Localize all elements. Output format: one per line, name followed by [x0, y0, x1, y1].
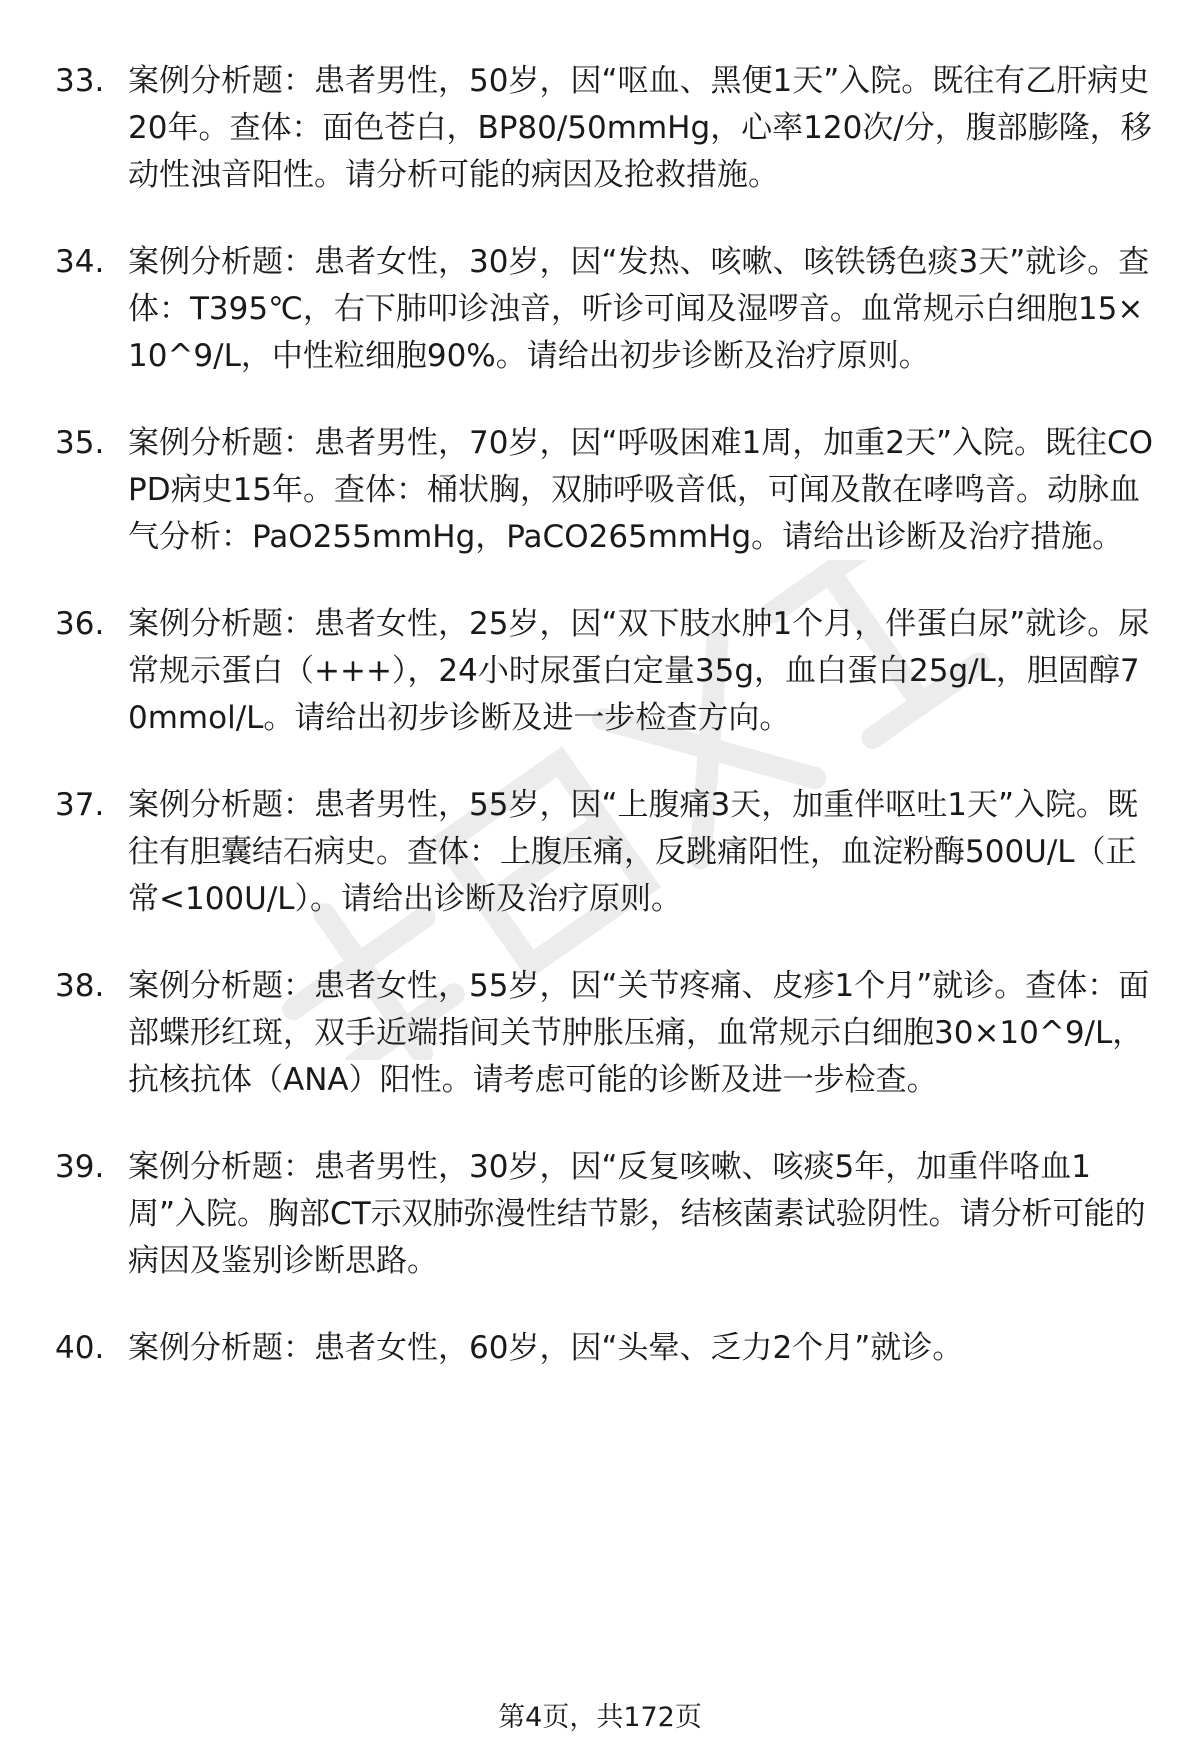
- question-text: 案例分析题：患者女性，60岁，因“头晕、乏力2个月”就诊。: [128, 1330, 964, 1366]
- question-item-40: [0, 1325, 1200, 1405]
- question-list: [0, 58, 1200, 1445]
- question-item-37: [0, 782, 1200, 923]
- question-number: 33.: [55, 63, 105, 99]
- question-text: 案例分析题：患者男性，50岁，因“呕血、黑便1天”入院。既往有乙肝病史20年。查体：面色苍白，BP80/50mmHg，心率120次/分，腹部膨隆，移动性浊音阳性。请分析可能的病因及抢救措施。: [128, 63, 1152, 193]
- question-number: 36.: [55, 606, 105, 642]
- question-item-38: [0, 963, 1200, 1104]
- question-item-36: [0, 601, 1200, 742]
- question-text: 案例分析题：患者女性，25岁，因“双下肢水肿1个月，伴蛋白尿”就诊。尿常规示蛋白（+++），24小时尿蛋白定量35g，血白蛋白25g/L，胆固醇70mmol/L。请给出初步诊断及进一步检查方向。: [128, 606, 1150, 736]
- question-text: 案例分析题：患者男性，30岁，因“反复咳嗽、咳痰5年，加重伴咯血1周”入院。胸部CT示双肺弥漫性结节影，结核菌素试验阴性。请分析可能的病因及鉴别诊断思路。: [128, 1149, 1146, 1279]
- question-text: 案例分析题：患者男性，70岁，因“呼吸困难1周，加重2天”入院。既往COPD病史15年。查体：桶状胸，双肺呼吸音低，可闻及散在哮鸣音。动脉血气分析：PaO255mmHg，PaCO265mmHg。请给出诊断及治疗措施。: [128, 425, 1154, 555]
- question-item-33: [0, 58, 1200, 199]
- question-text: 案例分析题：患者男性，55岁，因“上腹痛3天，加重伴呕吐1天”入院。既往有胆囊结石病史。查体：上腹压痛，反跳痛阳性，血淀粉酶500U/L（正常<100U/L）。请给出诊断及治疗原则。: [128, 787, 1139, 917]
- question-item-35: [0, 420, 1200, 561]
- question-text: 案例分析题：患者女性，55岁，因“关节疼痛、皮疹1个月”就诊。查体：面部蝶形红斑，双手近端指间关节肿胀压痛，血常规示白细胞30×10^9/L，抗核抗体（ANA）阳性。请考虑可能的诊断及进一步检查。: [128, 968, 1150, 1098]
- page-footer: 第4页，共172页: [498, 1702, 702, 1733]
- question-number: 37.: [55, 787, 105, 823]
- question-number: 40.: [55, 1330, 105, 1366]
- question-text: 案例分析题：患者女性，30岁，因“发热、咳嗽、咳铁锈色痰3天”就诊。查体：T395℃，右下肺叩诊浊音，听诊可闻及湿啰音。血常规示白细胞15×10^9/L，中性粒细胞90%。请给出初步诊断及治疗原则。: [128, 244, 1150, 374]
- question-number: 39.: [55, 1149, 105, 1185]
- question-number: 35.: [55, 425, 105, 461]
- question-number: 38.: [55, 968, 105, 1004]
- question-item-34: [0, 239, 1200, 380]
- question-item-39: [0, 1144, 1200, 1285]
- question-number: 34.: [55, 244, 105, 280]
